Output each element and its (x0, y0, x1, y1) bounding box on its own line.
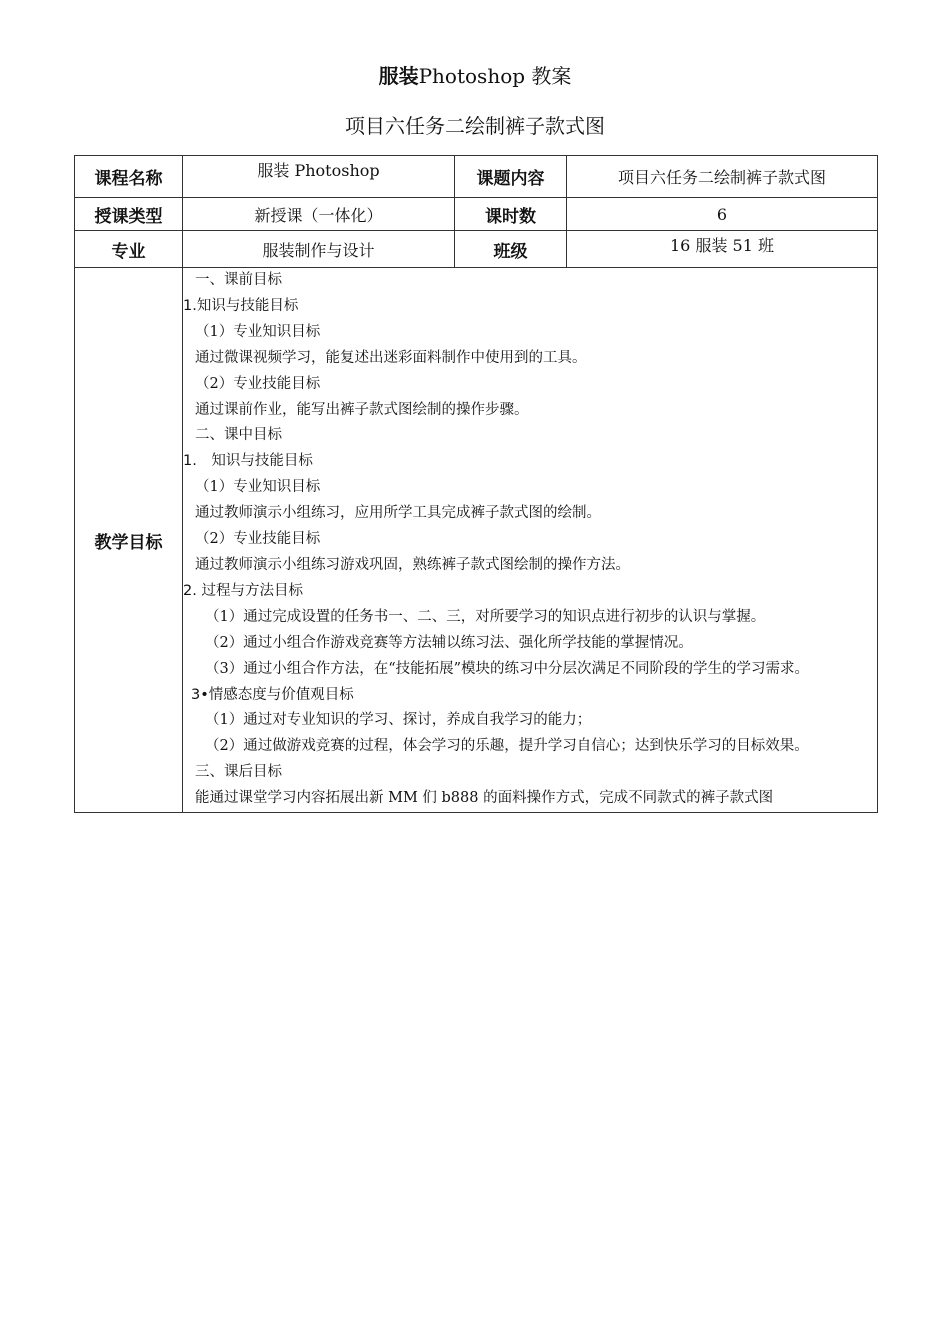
table-row (75, 156, 878, 198)
goals-line: （2）专业技能目标 (195, 375, 321, 392)
goals-line: 通过课前作业，能写出裤子款式图绘制的操作步骤。 (195, 401, 529, 418)
goals-line: （1）专业知识目标 (195, 323, 321, 340)
course-name-label: 课程名称 (75, 156, 183, 198)
document-title (0, 62, 950, 90)
table-row (75, 198, 878, 231)
lesson-type-label: 授课类型 (75, 198, 183, 231)
goals-content (183, 268, 878, 813)
goals-line: （1）通过完成设置的任务书一、二、三，对所要学习的知识点进行初步的认识与掌握。 (205, 608, 766, 625)
goals-line: 三、课后目标 (195, 764, 282, 781)
topic-label: 课题内容 (455, 156, 567, 198)
goals-line: （2）专业技能目标 (195, 531, 321, 548)
lesson-plan-table (74, 155, 878, 813)
goals-line: 通过教师演示小组练习，应用所学工具完成裤子款式图的绘制。 (195, 505, 601, 522)
title-suffix: Photoshop 教案 (418, 64, 572, 88)
goals-label: 教学目标 (75, 268, 183, 813)
goals-line: 通过教师演示小组练习游戏巩固，熟练裤子款式图绘制的操作方法。 (195, 556, 630, 573)
course-name-value: 服装 Photoshop (183, 156, 455, 198)
goals-line: 二、课中目标 (195, 427, 282, 444)
goals-line: 一、课前目标 (195, 272, 282, 288)
goals-line: 2. 过程与方法目标 (183, 582, 303, 599)
goals-line: （1）专业知识目标 (195, 479, 321, 496)
goals-line: （2）通过做游戏竞赛的过程，体会学习的乐趣，提升学习自信心；达到快乐学习的目标效果。 (205, 738, 809, 755)
goals-line: 1.知识与技能目标 (183, 297, 299, 314)
major-label: 专业 (75, 231, 183, 268)
class-value: 16 服装 51 班 (567, 231, 878, 268)
topic-value: 项目六任务二绘制裤子款式图 (567, 156, 878, 198)
table-row (75, 268, 878, 813)
goals-line: 3•情感态度与价值观目标 (191, 686, 354, 703)
goals-line: （2）通过小组合作游戏竞赛等方法辅以练习法、强化所学技能的掌握情况。 (205, 634, 693, 651)
document-subtitle: 项目六任务二绘制裤子款式图 (345, 114, 605, 138)
hours-label: 课时数 (455, 198, 567, 231)
goals-line: 1. 知识与技能目标 (183, 453, 313, 470)
goals-line: 能通过课堂学习内容拓展出新 MM 们 b888 的面料操作方式，完成不同款式的裤子款式图 (195, 790, 774, 807)
title-prefix: 服装 (378, 64, 419, 88)
goals-line: （3）通过小组合作方法，在“技能拓展”模块的练习中分层次满足不同阶段的学生的学习需求。 (205, 660, 810, 677)
table-row (75, 231, 878, 268)
hours-value: 6 (567, 198, 878, 231)
major-value: 服装制作与设计 (183, 231, 455, 268)
class-label: 班级 (455, 231, 567, 268)
lesson-type-value: 新授课（一体化） (183, 198, 455, 231)
goals-line: 通过微课视频学习，能复述出迷彩面料制作中使用到的工具。 (195, 349, 587, 366)
goals-line: （1）通过对专业知识的学习、探讨，养成自我学习的能力； (205, 712, 592, 729)
